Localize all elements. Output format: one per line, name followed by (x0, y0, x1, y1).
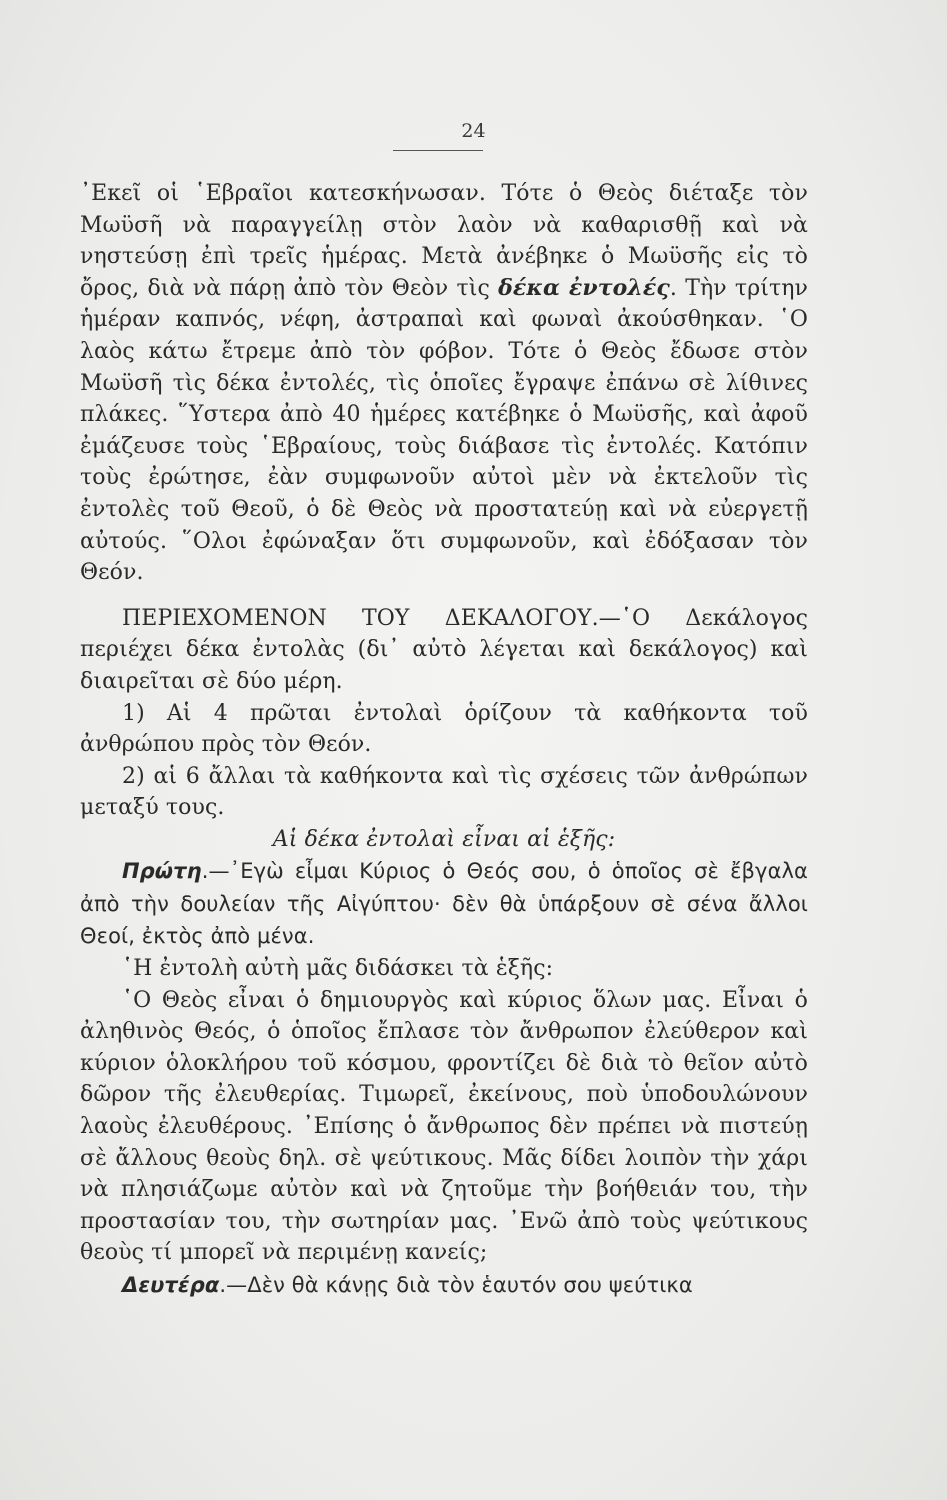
text-run: ᾿Εκεῖ οἱ ῾Εβραῖοι κατεσκήνωσαν. Τότε ὁ Θεὸς διέταξε τὸν Μωϋσῆ νὰ παραγγείλῃ στὸν λαὸν νὰ καθαρισθῇ καὶ νὰ νηστεύσῃ ἐπὶ τρεῖς ἡμέρας. Μετὰ ἀνέβηκε ὁ Μωϋσῆς εἰς τὸ ὄρος, διὰ νὰ πάρῃ ἀπὸ τὸν Θεὸν τὶς (80, 181, 808, 301)
subheading-ten-commandments: Αἱ δέκα ἐντολαὶ εἶναι αἱ ἑξῆς: (272, 826, 616, 852)
paragraph-sinai-narrative (80, 178, 808, 589)
paragraph-first-four: 1) Αἱ 4 πρῶται ἐντολαὶ ὁρίζουν τὰ καθήκοντα τοῦ ἀνθρώπου πρὸς τὸν Θεόν. (80, 700, 808, 758)
text-run: .—Δὲν θὰ κάνῃς διὰ τὸν ἑαυτόν σου ψεύτικα (219, 1272, 693, 1297)
paragraph-other-six: 2) αἱ 6 ἄλλαι τὰ καθήκοντα καὶ τὶς σχέσεις τῶν ἀνθρώπων μεταξύ τους. (80, 763, 808, 821)
label-second: Δευτέρα (122, 1272, 220, 1297)
paragraph-first-commandment-explanation: ῾Ο Θεὸς εἶναι ὁ δημιουργὸς καὶ κύριος ὅλων μας. Εἶναι ὁ ἀληθινὸς Θεός, ὁ ὁποῖος ἔπλασε τὸν ἄνθρωπον ἐλεύθερον καὶ κύριον ὁλοκλήρου τοῦ κόσμου, φροντίζει δὲ διὰ τὸ θεῖον αὐτὸ δῶρον τῆς ἐλευθερίας. Τιμωρεῖ, ἐκείνους, ποὺ ὑποδουλώνουν λαοὺς ἐλευθέρους. ᾿Επίσης ὁ ἄνθρωπος δὲν πρέπει νὰ πιστεύῃ σὲ ἄλλους θεοὺς δηλ. σὲ ψεύτικους. Μᾶς δίδει λοιπὸν τὴν χάρι νὰ πλησιάζωμε αὐτὸν καὶ νὰ ζητοῦμε τὴν βοήθειάν του, τὴν προστασίαν του, τὴν σωτηρίαν μας. ᾿Ενῶ ἀπὸ τοὺς ψεύτικους θεοὺς τί μπορεῖ νὰ περιμένῃ κανείς; (80, 987, 808, 1266)
paragraph-teaching-intro: ῾Η ἐντολὴ αὐτὴ μᾶς διδάσκει τὰ ἑξῆς: (122, 955, 554, 981)
paragraph-decalogue-contents: ΠΕΡΙΕΧΟΜΕΝΟΝ ΤΟΥ ΔΕΚΑΛΟΓΟΥ.—῾Ο Δεκάλογος περιέχει δέκα ἐντολὰς (δι᾿ αὐτὸ λέγεται καὶ δεκάλογος) καὶ διαιρεῖται σὲ δύο μέρη. (80, 605, 808, 694)
label-first: Πρώτη (122, 859, 202, 884)
page-number: 24 (461, 120, 486, 142)
paragraph-second-commandment (80, 1269, 808, 1302)
text-run: . Τὴν τρίτην ἡμέραν καπνός, νέφη, ἀστραπαὶ καὶ φωναὶ ἀκούσθηκαν. ῾Ο λαὸς κάτω ἔτρεμε ἀπὸ τὸν φόβον. Τότε ὁ Θεὸς ἔδωσε στὸν Μωϋσῆ τὶς δέκα ἐντολές, τὶς ὁποῖες ἔγραψε ἐπάνω σὲ λίθινες πλάκες. ῞Υστερα ἀπὸ 40 ἡμέρες κατέβηκε ὁ Μωϋσῆς, καὶ ἀφοῦ ἐμάζευσε τοὺς ῾Εβραίους, τοὺς διάβασε τὶς ἐντολές. Κατόπιν τοὺς ἐρώτησε, ἐὰν συμφωνοῦν αὐτοὶ μὲν νὰ ἐκτελοῦν τὶς ἐντολὲς τοῦ Θεοῦ, ὁ δὲ Θεὸς νὰ προστατεύῃ καὶ νὰ εὐεργετῇ αὐτούς. ῞Ολοι ἐφώναξαν ὅτι συμφωνοῦν, καὶ ἐδόξασαν τὸν Θεόν. (80, 275, 808, 586)
paragraph-first-commandment (80, 855, 808, 953)
page-body (80, 178, 808, 1301)
text-run: .—᾿Εγὼ εἶμαι Κύριος ὁ Θεός σου, ὁ ὁποῖος σὲ ἔβγαλα ἀπὸ τὴν δουλείαν τῆς Αἰγύπτου· δὲν θὰ ὑπάρξουν σὲ σένα ἄλλοι Θεοί, ἐκτὸς ἀπὸ μένα. (80, 859, 808, 949)
emphasis-ten-commandments: δέκα ἐντολές (498, 274, 670, 301)
page-number-rule (393, 150, 483, 151)
